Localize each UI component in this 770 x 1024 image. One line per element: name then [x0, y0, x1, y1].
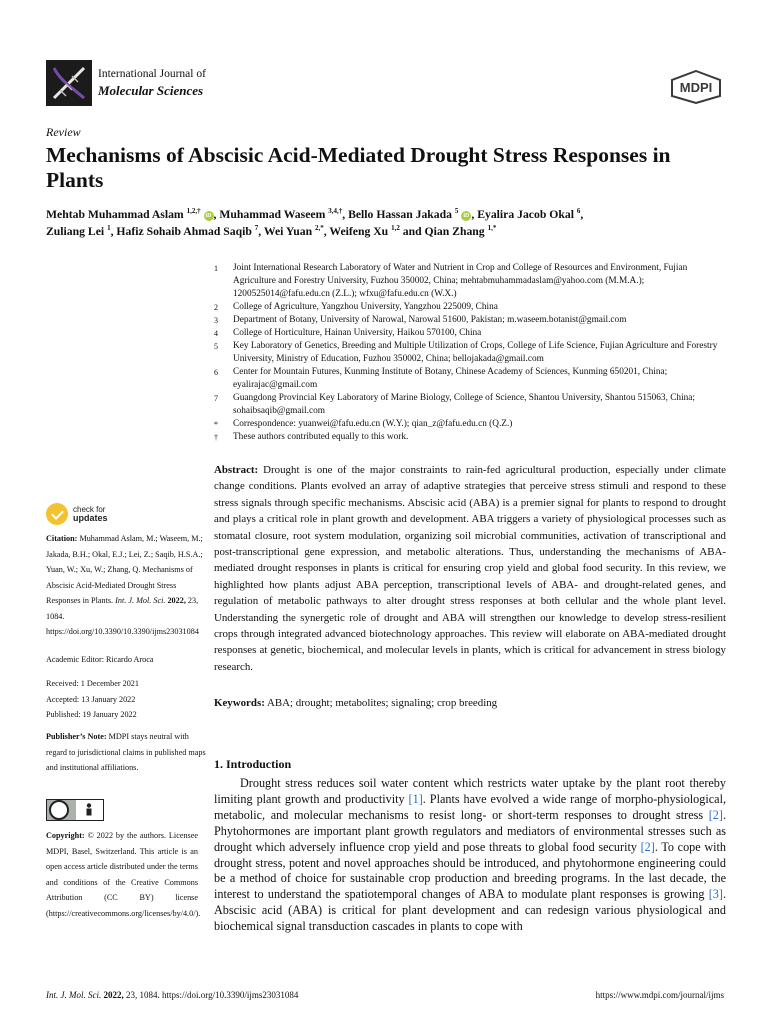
abstract-text: Drought is one of the major constraints to rain-fed agricultural production, especially under climate change conditions. Plants evolved an array of adaptive strategies that perceive stress stimuli and respond to these stress signals through specific mechanisms. Abscisic acid (ABA) is a premier signal for plants to respond to drought and plays a critical role in plant growth and development. ABA triggers a variety of physiological processes such as stomatal closure, root system modulation, organizing soil microbial communities, activation of transcriptional and post-transcriptional gene expression, and metabolic alterations. Thus, understanding the mechanisms of ABA-mediated drought responses in plants is critical for ensuring crop yield and global food security. In this review, we highlighted how plants adjust ABA perception, transcriptional levels of ABA- and drought-related genes, and regulation of metabolic pathways to alter drought stress responses at both cellular and the whole plant level. Understanding the synergetic role of drought and ABA will strengthen our knowledge to develop stress-resilient crops through integrated advanced biotechnology approaches. This review will elaborate on ABA-mediated drought responses at genetic, biochemical, and molecular levels in plants, which is critical for advancement in stress biology research. — [214, 464, 726, 673]
author-affiliation-marker: 1,* — [487, 224, 497, 233]
author-affiliation-marker: 1 — [107, 224, 111, 233]
affiliation-text: Joint International Research Laboratory of Water and Nutrient in Crop and College of Resources and Environment, Fujian Agriculture and Forestry University, Fuzhou 350002, China; mehtabmuhammadaslam@yahoo.com (M.M.A.); 1200525014@fafu.edu.cn (Z.L.); wfxu@fafu.edu.cn (W.X.) — [233, 263, 688, 299]
footer-journal: Int. J. Mol. Sci. — [46, 990, 102, 1000]
affiliation-number: * — [214, 420, 218, 429]
affiliation-number: 4 — [214, 329, 218, 338]
affiliation-item — [214, 392, 724, 418]
published-date: Published: 19 January 2022 — [46, 710, 137, 719]
affiliation-item — [214, 366, 724, 392]
check-for-updates-button[interactable] — [46, 503, 108, 525]
citation-label: Citation: — [46, 534, 78, 543]
received-date: Received: 1 December 2021 — [46, 679, 139, 688]
affiliation-text: Center for Mountain Futures, Kunming Institute of Botany, Chinese Academy of Sciences, Kunming 650201, China; eyalirajac@gmail.com — [233, 367, 668, 390]
article-type: Review — [46, 125, 81, 139]
keywords-label: Keywords: — [214, 697, 265, 709]
author-affiliation-marker: 7 — [254, 224, 259, 233]
affiliations — [214, 262, 724, 444]
author-affiliation-marker: 3,4,† — [328, 207, 343, 216]
author-joiner: and — [402, 225, 422, 238]
affiliation-text: Correspondence: yuanwei@fafu.edu.cn (W.Y.); qian_z@fafu.edu.cn (Q.Z.) — [233, 419, 513, 429]
author-name[interactable]: Mehtab Muhammad Aslam — [46, 208, 184, 221]
affiliation-text: College of Horticulture, Hainan University, Haikou 570100, China — [233, 328, 482, 338]
introduction-paragraph: Drought stress reduces soil water content which restricts water uptake by the plant root thereby limiting plant growth and productivity [1]. Plants have evolved a wide range of morpho-physiological, metabolic, and molecular mechanisms to resist long- or short-term responses to drought stress [2]. Phytohormones are important plant growth regulators and mediators of environmental stresses such as drought which adversely influence crop yield and pose threats to global food security [2]. To cope with drought stress, potent and novel approaches should be introduced, and phytohormone engineering could be a method of choice for sustainable crop production and breeding programs. In the last decade, the interest to understand the spatiotemporal changes of ABA to modulate plant responses is growing [3]. Abscisic acid (ABA) is critical for plant development and can redesign various physiological and biochemical signal transduction cascades in plants to cope with — [214, 776, 727, 934]
author-affiliation-marker: 1,2,† — [186, 207, 201, 216]
introduction-body — [214, 776, 726, 935]
affiliation-text: College of Agriculture, Yangzhou University, Yangzhou 225009, China — [233, 302, 498, 312]
copyright-label: Copyright: — [46, 831, 85, 840]
affiliation-number: 5 — [214, 342, 218, 351]
author-name[interactable]: Zuliang Lei — [46, 225, 105, 238]
author-name[interactable]: Bello Hassan Jakada — [348, 208, 452, 221]
abstract-label: Abstract: — [214, 464, 259, 476]
affiliation-text: Guangdong Provincial Key Laboratory of Marine Biology, College of Science, Shantou University, Shantou 515063, China; sohaibsaqib@gmail.com — [233, 393, 696, 416]
orcid-icon[interactable]: iD — [463, 213, 470, 219]
journal-name: Molecular Sciences — [98, 83, 204, 98]
affiliation-item — [214, 262, 724, 301]
author-affiliation-marker: 1,2 — [391, 224, 400, 233]
author-name[interactable]: Wei Yuan — [263, 225, 313, 238]
footer-doi-link[interactable]: 23, 1084. https://doi.org/10.3390/ijms23031084 — [126, 990, 299, 1000]
mdpi-logo-text: MDPI — [679, 80, 713, 95]
author-affiliation-marker: 2,* — [315, 224, 324, 233]
check-updates-line2: updates — [73, 513, 108, 523]
check-updates-line1: check for — [73, 505, 106, 514]
affiliation-text: These authors contributed equally to this work. — [233, 432, 409, 442]
dna-helix-icon — [46, 60, 92, 106]
reference-link[interactable]: [2] — [640, 839, 655, 854]
keywords-text: ABA; drought; metabolites; signaling; crop breeding — [266, 697, 498, 709]
copyright-notice — [46, 828, 201, 921]
affiliation-number: 2 — [214, 303, 218, 312]
author-affiliation-marker: 6 — [576, 207, 581, 216]
affiliation-item — [214, 418, 724, 431]
affiliation-number: 7 — [214, 394, 218, 403]
footer-journal-url[interactable]: https://www.mdpi.com/journal/ijms — [595, 990, 724, 1000]
publisher-note-text: MDPI stays neutral with regard to jurisdictional claims in published maps and institutional affiliations. — [46, 732, 206, 772]
affiliation-number: 1 — [214, 264, 218, 273]
affiliation-number: 3 — [214, 316, 218, 325]
article-dates — [46, 676, 139, 723]
citation-year: 2022, — [167, 596, 186, 605]
affiliation-item — [214, 340, 724, 366]
section-heading-introduction: 1. Introduction — [214, 757, 292, 771]
orcid-icon[interactable]: iD — [205, 213, 212, 219]
author-name[interactable]: Qian Zhang — [424, 225, 485, 238]
citation-journal: Int. J. Mol. Sci. — [115, 596, 166, 605]
author-list: Mehtab Muhammad Aslam $^{1,2,\dagger}$ iD , Muhammad Waseem $^{3,4,\dagger}$, Bello Hassan Jakada $^5$ iD , Eyalira Jacob Okal $^6$, Zuliang Lei $^1$, Hafiz Sohaib Ahmad Saqib $^7$, Wei Yuan $^{2,*}$, Weifeng Xu $^{1,2}$ and Qian Zhang $^{1,*}$ — [46, 207, 584, 238]
affiliation-text: Department of Botany, University of Narowal, Narowal 51600, Pakistan; m.waseem.botanist@gmail.com — [233, 315, 627, 325]
mdpi-logo-icon[interactable] — [669, 70, 723, 104]
citation-text: Muhammad Aslam, M.; Waseem, M.; Jakada, B.H.; Okal, E.J.; Lei, Z.; Saqib, H.S.A.; Yuan, W.; Xu, W.; Zhang, Q. Mechanisms of Abscisic Acid-Mediated Drought Stress Responses in Plants. — [46, 534, 203, 605]
affiliation-item — [214, 327, 724, 340]
citation-doi-link[interactable]: 23, 1084. https://doi.org/10.3390/10.3390/ijms23031084 — [46, 596, 199, 636]
affiliation-number: † — [214, 433, 218, 442]
academic-editor: Academic Editor: Ricardo Aroca — [46, 655, 154, 664]
abstract — [214, 462, 726, 675]
article-title: Mechanisms of Abscisic Acid-Mediated Drought Stress Responses in Plants — [46, 143, 671, 192]
keywords — [214, 697, 726, 709]
journal-top-line: International Journal of — [98, 68, 206, 80]
affiliation-item — [214, 301, 724, 314]
citation-block — [46, 531, 206, 640]
author-name[interactable]: Hafiz Sohaib Ahmad Saqib — [116, 225, 252, 238]
author-affiliation-marker: 5 — [454, 207, 459, 216]
affiliation-item — [214, 431, 724, 444]
affiliation-number: 6 — [214, 368, 218, 377]
affiliation-text: Key Laboratory of Genetics, Breeding and Multiple Utilization of Crops, College of Life Science, Fujian Agriculture and Forestry University, Ministry of Education, Fuzhou 350002, China; bellojakada@gmail.com — [233, 341, 718, 364]
affiliation-item — [214, 314, 724, 327]
author-name[interactable]: Weifeng Xu — [329, 225, 389, 238]
copyright-text: © 2022 by the authors. Licensee MDPI, Basel, Switzerland. This article is an open access article distributed under the terms and conditions of the Creative Commons Attribution (CC BY) license (https://creativecommons.org/licenses/by/4.0/). — [46, 831, 201, 918]
publisher-note-label: Publisher’s Note: — [46, 732, 107, 741]
footer-year: 2022, — [103, 990, 124, 1000]
reference-link[interactable]: [2] — [708, 807, 723, 822]
author-name[interactable]: Muhammad Waseem — [219, 208, 326, 221]
accepted-date: Accepted: 13 January 2022 — [46, 694, 136, 704]
cc-by-license-icon[interactable] — [46, 799, 104, 821]
author-name[interactable]: Eyalira Jacob Okal — [477, 208, 574, 221]
check-updates-icon — [46, 503, 68, 525]
footer-citation — [46, 990, 298, 1000]
publisher-note — [46, 729, 206, 776]
reference-link[interactable]: [1] — [408, 791, 423, 806]
reference-link[interactable]: [3] — [708, 887, 723, 902]
